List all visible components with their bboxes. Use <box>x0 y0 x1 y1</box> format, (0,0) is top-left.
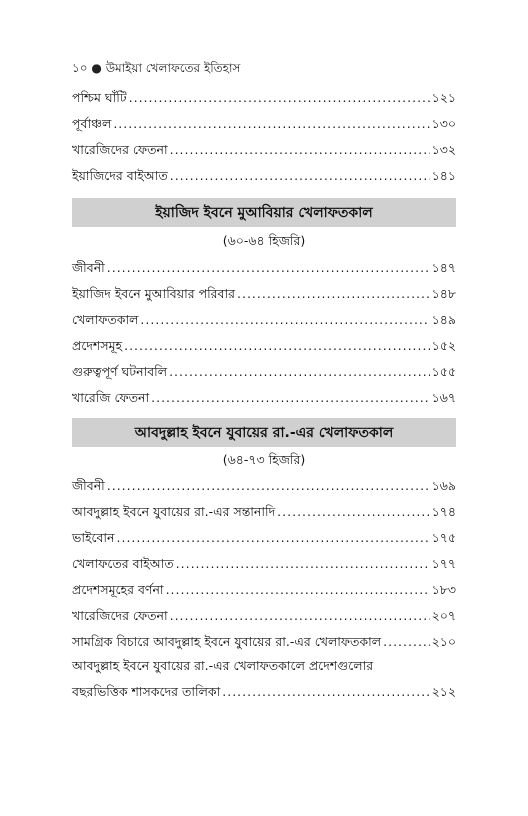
dot-leader <box>277 504 429 520</box>
toc-entry-page: ১৫২ <box>431 338 456 353</box>
dot-leader <box>170 168 430 184</box>
toc-entry-page: ১৪৯ <box>431 312 456 327</box>
dot-leader <box>140 312 429 328</box>
dot-leader <box>222 684 429 700</box>
toc-entry-title: খেলাফতের বাইআত <box>72 556 174 571</box>
dot-leader <box>170 608 430 624</box>
toc-entry-title: প্রদেশসমূহ <box>72 338 123 353</box>
toc-entry-page: ২১২ <box>431 684 456 699</box>
toc-entry-title: গুরুত্বপূর্ণ ঘটনাবলি <box>72 364 168 379</box>
toc-entry-title: ভাইবোন <box>72 530 115 545</box>
toc-entry-page: ১৪৭ <box>431 260 456 275</box>
toc-entry-page: ২১০ <box>431 634 456 649</box>
dot-leader <box>383 634 430 650</box>
toc-entry-page: ১৭৫ <box>431 530 456 545</box>
toc-entry-page: ১৬৯ <box>431 478 456 493</box>
toc-entry-title: খারেজিদের ফেতনা <box>72 142 168 157</box>
dot-leader <box>113 116 429 132</box>
dot-leader <box>237 286 430 302</box>
toc-entry-title: পশ্চিম ঘাঁটি <box>72 90 127 105</box>
dot-leader <box>124 338 430 354</box>
dot-leader <box>107 478 430 494</box>
dot-leader <box>151 390 429 406</box>
toc-entry <box>72 256 456 276</box>
toc-entry-page: ১৮৩ <box>431 582 456 597</box>
toc-entry-title: আবদুল্লাহ ইবনে যুবায়ের রা.-এর সন্তানাদি <box>72 504 276 519</box>
running-header: ১০ ● উমাইয়া খেলাফতের ইতিহাস <box>72 61 241 75</box>
dot-leader <box>166 582 430 598</box>
toc-entry <box>72 138 456 158</box>
toc-entry-title: ইয়াজিদ ইবনে মুআবিয়ার পরিবার <box>72 286 235 301</box>
toc-entry <box>72 112 456 132</box>
toc-entry-page: ১৭৪ <box>431 504 456 519</box>
section-subtitle: (৬৪-৭৩ হিজরি) <box>222 452 306 467</box>
toc-entry <box>72 386 456 406</box>
section-heading-bar <box>72 198 456 227</box>
toc-entry-title: জীবনী <box>72 260 105 275</box>
toc-entry <box>72 578 456 598</box>
toc-entry-page: ১৪৮ <box>431 286 456 301</box>
toc-entry-page: ১৫৫ <box>431 364 456 379</box>
toc-entry-title: প্রদেশসমূহের বর্ণনা <box>72 582 164 597</box>
dot-leader <box>129 90 430 106</box>
toc-entry-title: খারেজি ফেতনা <box>72 390 150 405</box>
toc-entry-title: বছরভিত্তিক শাসকদের তালিকা <box>72 684 221 699</box>
dot-leader <box>117 530 430 546</box>
toc-entry <box>72 360 456 380</box>
toc-entry <box>72 526 456 546</box>
dot-leader <box>170 142 430 158</box>
toc-entry-title: সামগ্রিক বিচারে আবদুল্লাহ ইবনে যুবায়ের রা.-এর খেলাফতকাল <box>72 634 382 649</box>
dot-leader <box>107 260 430 276</box>
toc-entry-page: ২০৭ <box>431 608 456 623</box>
toc-entry-title: খারেজিদের ফেতনা <box>72 608 168 623</box>
toc-entry <box>72 604 456 624</box>
dot-leader <box>169 364 430 380</box>
toc-entry <box>72 86 456 106</box>
toc-entry <box>72 680 456 700</box>
section-heading: ইয়াজিদ ইবনে মুআবিয়ার খেলাফতকাল <box>155 204 373 221</box>
toc-entry <box>72 334 456 354</box>
section-heading: আবদুল্লাহ ইবনে যুবায়ের রা.-এর খেলাফতকাল <box>134 424 394 441</box>
toc-entry-title: জীবনী <box>72 478 105 493</box>
toc-entry-page: ১৩০ <box>431 116 456 131</box>
toc-entry <box>72 164 456 184</box>
toc-entry-title: পূর্বাঞ্চল <box>72 116 112 131</box>
toc-entry-page: ১২১ <box>431 90 456 105</box>
toc-entry-page: ১৪১ <box>431 168 456 183</box>
toc-entry-page: ১৩২ <box>431 142 456 157</box>
toc-entry <box>72 308 456 328</box>
section-heading-bar <box>72 418 456 447</box>
dot-leader <box>176 556 430 572</box>
toc-entry-page: ১৭৭ <box>431 556 456 571</box>
toc-entry-title-line1: আবদুল্লাহ ইবনে যুবায়ের রা.-এর খেলাফতকালে প্রদেশগুলোর <box>72 658 374 673</box>
toc-entry <box>72 282 456 302</box>
toc-entry-title: ইয়াজিদের বাইআত <box>72 168 168 183</box>
toc-entry <box>72 630 456 650</box>
toc-entry <box>72 552 456 572</box>
toc-entry-title: খেলাফতকাল <box>72 312 139 327</box>
toc-entry <box>72 474 456 494</box>
toc-entry <box>72 500 456 520</box>
toc-entry-page: ১৬৭ <box>431 390 456 405</box>
section-subtitle: (৬০-৬৪ হিজরি) <box>222 233 306 248</box>
